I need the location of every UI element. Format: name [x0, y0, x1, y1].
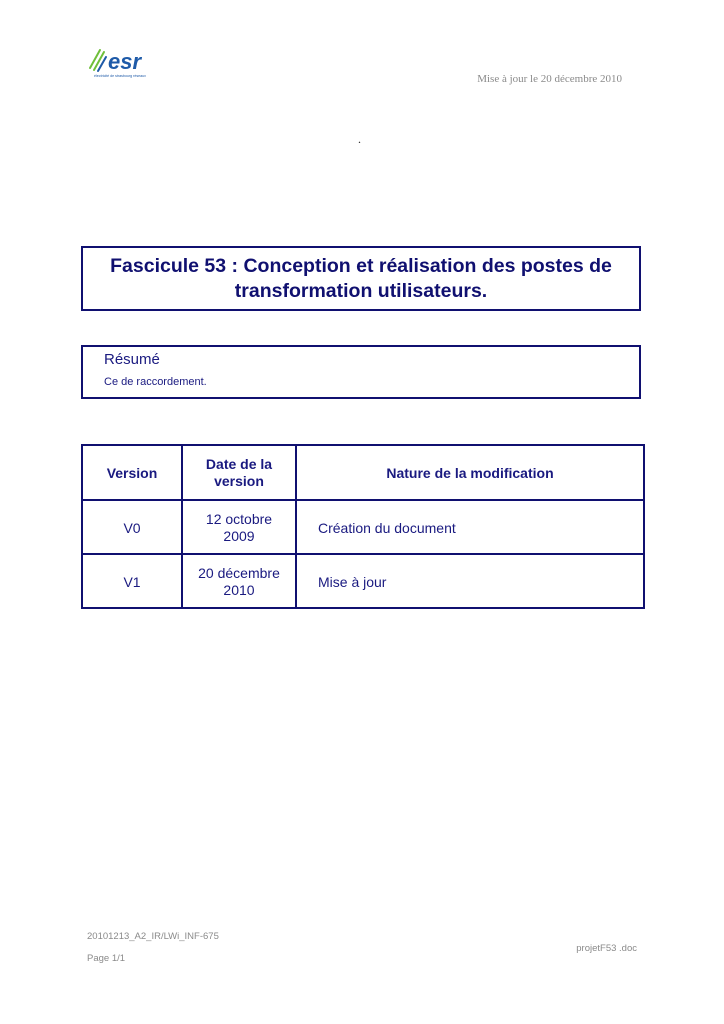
- separator-dot: .: [358, 132, 361, 146]
- row-date: [182, 554, 296, 608]
- row-date-line-2: 2009: [223, 528, 255, 544]
- svg-text:électricité de strasbourg rése: électricité de strasbourg réseaux: [94, 74, 146, 78]
- document-title-box: [81, 246, 641, 311]
- row-date-line-1: 20 décembre: [198, 565, 280, 581]
- version-history-table: [81, 444, 645, 609]
- row-version: V1: [82, 554, 182, 608]
- table-row: [82, 554, 644, 608]
- row-date: [182, 500, 296, 554]
- row-version: V0: [82, 500, 182, 554]
- table-header-row: [82, 445, 644, 500]
- row-nature: Création du document: [296, 500, 644, 554]
- table-row: [82, 500, 644, 554]
- row-date-line-2: 2010: [223, 582, 255, 598]
- header-version: Version: [82, 445, 182, 500]
- footer-page-number: Page 1/1: [87, 953, 126, 964]
- header-date-line-1: Date de la: [205, 455, 273, 472]
- row-nature: Mise à jour: [296, 554, 644, 608]
- header-date: [182, 445, 296, 500]
- footer-reference: 20101213_A2_IR/LWi_INF-675: [87, 931, 219, 942]
- svg-text:esr: esr: [108, 49, 142, 74]
- footer-filename: projetF53 .doc: [576, 943, 637, 954]
- summary-box: [81, 345, 641, 399]
- header-nature: Nature de la modification: [296, 445, 644, 500]
- summary-heading: Résumé: [104, 351, 160, 368]
- title-line-2: transformation utilisateurs.: [234, 279, 488, 302]
- esr-logo: [86, 44, 176, 80]
- header-date-line-2: version: [214, 472, 264, 489]
- title-line-1: Fascicule 53 : Conception et réalisation des postes de: [110, 254, 612, 277]
- row-date-line-1: 12 octobre: [205, 511, 273, 527]
- summary-text: Ce de raccordement.: [104, 376, 207, 388]
- update-date: Mise à jour le 20 décembre 2010: [477, 73, 622, 85]
- document-title: [110, 254, 612, 304]
